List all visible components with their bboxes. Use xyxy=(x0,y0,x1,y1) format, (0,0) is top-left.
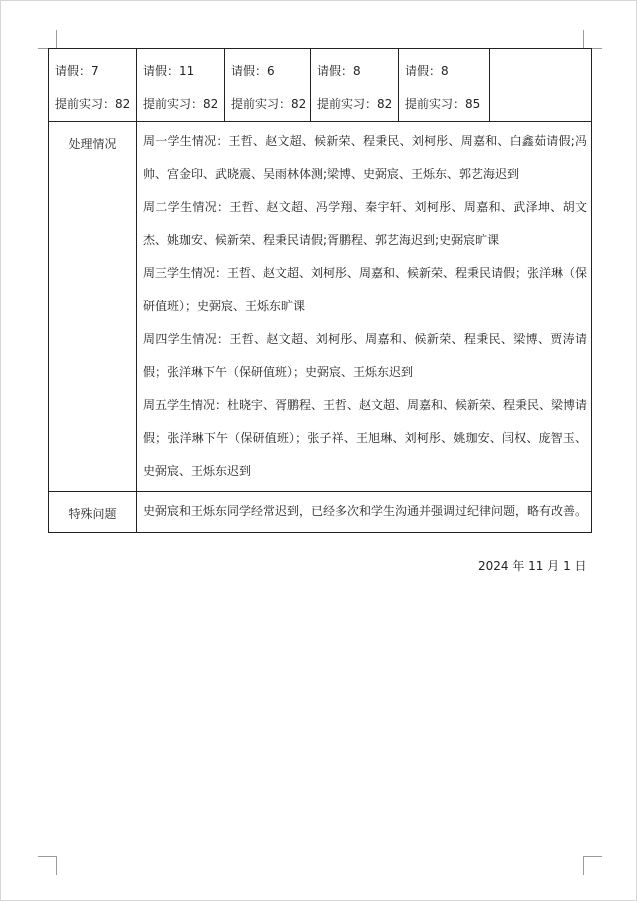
handling-label: 处理情况 xyxy=(68,137,117,151)
margin-corner-bottom-right xyxy=(583,856,602,875)
margin-corner-bottom-left xyxy=(38,856,57,875)
intern-count: 提前实习：82 xyxy=(55,97,131,111)
leave-count: 请假：11 xyxy=(143,64,195,78)
special-label-cell xyxy=(49,492,137,533)
stat-cell xyxy=(49,49,137,122)
special-row xyxy=(49,492,592,533)
margin-corner-top-left xyxy=(38,30,57,49)
special-content xyxy=(137,492,592,533)
report-date: 2024 年 11 月 1 日 xyxy=(478,559,587,573)
day-report-friday: 周五学生情况：杜晓宇、胥鹏程、王哲、赵文超、周嘉和、候新荣、程秉民、梁博请假；张洋琳下午（保研值班）；张子祥、王旭琳、刘柯彤、姚珈安、闫权、庞智玉、史弼宸、王烁东迟到 xyxy=(143,398,588,478)
intern-count: 提前实习：85 xyxy=(405,97,481,111)
leave-count: 请假：8 xyxy=(405,64,449,78)
intern-count: 提前实习：82 xyxy=(317,97,393,111)
stats-row xyxy=(49,49,592,122)
margin-corner-top-right xyxy=(583,30,602,49)
leave-count: 请假：6 xyxy=(231,64,275,78)
empty-cell xyxy=(490,49,592,122)
day-report-monday: 周一学生情况：王哲、赵文超、候新荣、程秉民、刘柯彤、周嘉和、白鑫茹请假;冯帅、宫金印、武晓震、吴雨林体测;梁博、史弼宸、王烁东、郭艺海迟到 xyxy=(143,134,587,181)
stat-cell xyxy=(399,49,490,122)
handling-row xyxy=(49,122,592,492)
day-report-wednesday: 周三学生情况：王哲、赵文超、刘柯彤、周嘉和、候新荣、程秉民请假；张洋琳（保研值班）；史弼宸、王烁东旷课 xyxy=(143,266,588,313)
stat-cell xyxy=(311,49,399,122)
intern-count: 提前实习：82 xyxy=(143,97,219,111)
stat-cell xyxy=(225,49,311,122)
intern-count: 提前实习：82 xyxy=(231,97,307,111)
day-report-tuesday: 周二学生情况：王哲、赵文超、冯学翔、秦宇轩、刘柯彤、周嘉和、武泽坤、胡文杰、姚珈安、候新荣、程秉民请假;胥鹏程、郭艺海迟到;史弼宸旷课 xyxy=(143,200,587,247)
special-label: 特殊问题 xyxy=(68,507,117,521)
stat-cell xyxy=(137,49,225,122)
special-text: 史弼宸和王烁东同学经常迟到，已经多次和学生沟通并强调过纪律问题，略有改善。 xyxy=(143,504,588,518)
handling-label-cell xyxy=(49,122,137,492)
leave-count: 请假：8 xyxy=(317,64,361,78)
attendance-table xyxy=(48,48,592,533)
day-report-thursday: 周四学生情况：王哲、赵文超、刘柯彤、周嘉和、候新荣、程秉民、梁博、贾涛请假；张洋琳下午（保研值班）；史弼宸、王烁东迟到 xyxy=(143,332,587,379)
leave-count: 请假：7 xyxy=(55,64,99,78)
handling-content xyxy=(137,122,592,492)
